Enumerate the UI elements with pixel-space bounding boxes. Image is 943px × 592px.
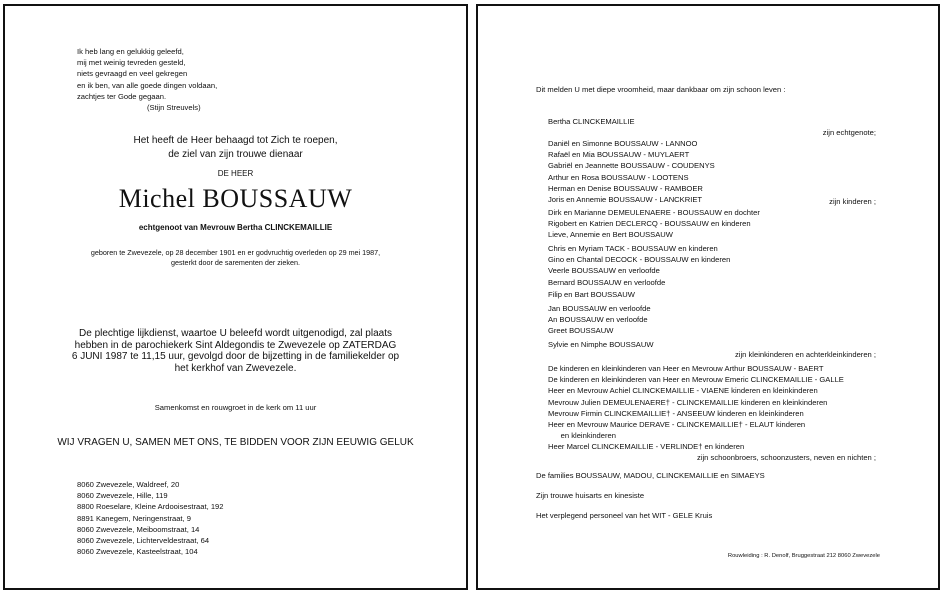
funeral-line: hebben in de parochiekerk Sint Aldegondis te Zwevezele op ZATERDAG: [74, 339, 397, 351]
relative-entry: Mevrouw Firmin CLINCKEMAILLIE† - ANSEEUW kinderen en kleinkinderen: [548, 408, 804, 418]
poem-line: en ik ben, van alle goede dingen voldaan,: [77, 80, 218, 90]
first-name: Michel: [118, 184, 196, 213]
relatives-list: [548, 363, 844, 453]
poem-line: Ik heb lang en gelukkig geleefd,: [77, 47, 184, 56]
prayer-line: WIJ VRAGEN U, SAMEN MET ONS, TE BIDDEN VOOR ZIJN EEUWIG GELUK: [57, 437, 414, 448]
grandchild-entry: Lieve, Annemie en Bert BOUSSAUW: [548, 230, 673, 240]
birth-line-2: gesterkt door de sarementen der zieken.: [170, 258, 301, 267]
birth-line-1: geboren te Zwevezele, op 28 december 1901 en er godvruchtig overleden op 29 mei 1987,: [90, 248, 381, 257]
grandchild-entry: Bernard BOUSSAUW en verloofde: [548, 277, 666, 287]
address-line: 8060 Zwevezele, Hille, 119: [77, 491, 168, 501]
right-page: [476, 4, 940, 590]
de-heer-label: DE HEER: [217, 169, 254, 178]
relative-entry: Mevrouw Julien DEMEULENAERE† - CLINCKEMAILLIE kinderen en kleinkinderen: [548, 397, 828, 407]
funeral-text: [5, 328, 466, 374]
poem-author: (Stijn Streuvels): [147, 102, 201, 112]
left-page: [3, 4, 468, 590]
funeral-line: 6 JUNI 1987 te 11,15 uur, gevolgd door de bijzetting in de familiekelder op: [71, 351, 400, 362]
deceased-name: [5, 184, 466, 214]
relatives-role: zijn schoonbroers, schoonzusters, neven en nichten ;: [697, 453, 876, 462]
nursing-staff-line: Het verplegend personeel van het WIT - GELE Kruis: [536, 511, 713, 520]
relative-entry: Heer en Mevrouw Maurice DERAVE - CLINCKEMAILLIE† - ELAUT kinderen: [548, 419, 806, 429]
grandchild-entry: Dirk en Marianne DEMEULENAERE - BOUSSAUW en dochter: [548, 208, 760, 217]
grandchildren-role: zijn kleinkinderen en achterkleinkinderen ;: [735, 350, 876, 359]
funeral-line: het kerkhof van Zwevezele.: [174, 362, 297, 374]
child-entry: Rafaël en Mia BOUSSAUW - MUYLAERT: [548, 150, 690, 160]
grandchildren-group-c: Filip en Bart BOUSSAUW: [548, 290, 635, 299]
funeral-director-footer: Rouwleiding : R. Denolf, Bruggestraat 212 8060 Zwevezele: [727, 553, 880, 559]
gathering-line: Samenkomst en rouwgroet in de kerk om 11 uur: [154, 403, 317, 412]
grandchildren-group-d: [548, 303, 651, 337]
relative-entry: en kleinkinderen: [548, 431, 616, 441]
addresses: [77, 479, 224, 557]
grandchild-entry: Rigobert en Katrien DECLERCQ - BOUSSAUW en kinderen: [548, 219, 751, 229]
spouse-name: CLINCKEMAILLIE: [264, 223, 333, 232]
relative-entry: De kinderen en kleinkinderen van Heer en Mevrouw Emeric CLINCKEMAILLIE - GALLE: [548, 375, 844, 385]
relative-entry: Heer Marcel CLINCKEMAILLIE - VERLINDE† en kinderen: [548, 442, 745, 452]
announce-line-2: de ziel van zijn trouwe dienaar: [168, 149, 303, 160]
address-line: 8060 Zwevezele, Lichterveldestraat, 64: [77, 535, 210, 545]
grandchild-entry: Chris en Myriam TACK - BOUSSAUW en kinderen: [548, 244, 718, 253]
relative-entry: De kinderen en kleinkinderen van Heer en Mevrouw Arthur BOUSSAUW - BAERT: [548, 364, 824, 373]
address-line: 8800 Roeselare, Kleine Ardooisestraat, 192: [77, 502, 224, 512]
child-entry: Herman en Denise BOUSSAUW - RAMBOER: [548, 183, 703, 193]
child-entry: Arthur en Rosa BOUSSAUW - LOOTENS: [548, 172, 689, 182]
grandchildren-group-b: [548, 243, 730, 288]
grandchild-entry: Jan BOUSSAUW en verloofde: [548, 304, 651, 313]
children-role: zijn kinderen ;: [829, 197, 876, 206]
intro-line: Dit melden U met diepe vroomheid, maar dankbaar om zijn schoon leven :: [536, 85, 786, 94]
physician-line: Zijn trouwe huisarts en kinesiste: [536, 491, 645, 500]
spouse-entry: Bertha CLINCKEMAILLIE: [548, 117, 635, 126]
grandchild-entry: An BOUSSAUW en verloofde: [548, 315, 648, 325]
spouse-line: [5, 222, 466, 233]
address-line: 8060 Zwevezele, Waldreef, 20: [77, 480, 180, 489]
child-entry: Joris en Annemie BOUSSAUW - LANCKRIET: [548, 194, 703, 204]
relative-entry: Heer en Mevrouw Achiel CLINCKEMAILLIE - VIAENE kinderen en kleinkinderen: [548, 386, 818, 396]
grandchildren-group-a: [548, 207, 760, 241]
poem-line: zachtjes ter Gode gegaan.: [77, 91, 167, 101]
address-line: 8060 Zwevezele, Meiboomstraat, 14: [77, 524, 200, 534]
spouse-prefix: echtgenoot van Mevrouw Bertha: [138, 223, 265, 232]
funeral-line: De plechtige lijkdienst, waartoe U beleefd wordt uitgenodigd, zal plaats: [79, 328, 392, 339]
poem-line: niets gevraagd en veel gekregen: [77, 69, 188, 79]
child-entry: Gabriël en Jeannette BOUSSAUW - COUDENYS: [548, 161, 715, 171]
grandchild-entry: Gino en Chantal DECOCK - BOUSSAUW en kinderen: [548, 255, 731, 265]
grandchild-entry: Greet BOUSSAUW: [548, 326, 614, 336]
announce-line-1: Het heeft de Heer behaagd tot Zich te roepen,: [133, 135, 338, 146]
last-name: BOUSSAUW: [202, 184, 353, 213]
address-line: 8891 Kanegem, Neringenstraat, 9: [77, 513, 191, 523]
poem-line: mij met weinig tevreden gesteld,: [77, 58, 186, 68]
address-line: 8060 Zwevezele, Kasteelstraat, 104: [77, 547, 198, 557]
grandchildren-group-e: Sylvie en Nimphe BOUSSAUW: [548, 340, 654, 349]
families-line: De families BOUSSAUW, MADOU, CLINCKEMAILLIE en SIMAEYS: [536, 471, 765, 480]
child-entry: Daniël en Simonne BOUSSAUW - LANNOO: [548, 139, 698, 148]
spouse-role: zijn echtgenote;: [822, 128, 876, 137]
grandchild-entry: Veerle BOUSSAUW en verloofde: [548, 266, 660, 276]
poem: [77, 46, 217, 113]
